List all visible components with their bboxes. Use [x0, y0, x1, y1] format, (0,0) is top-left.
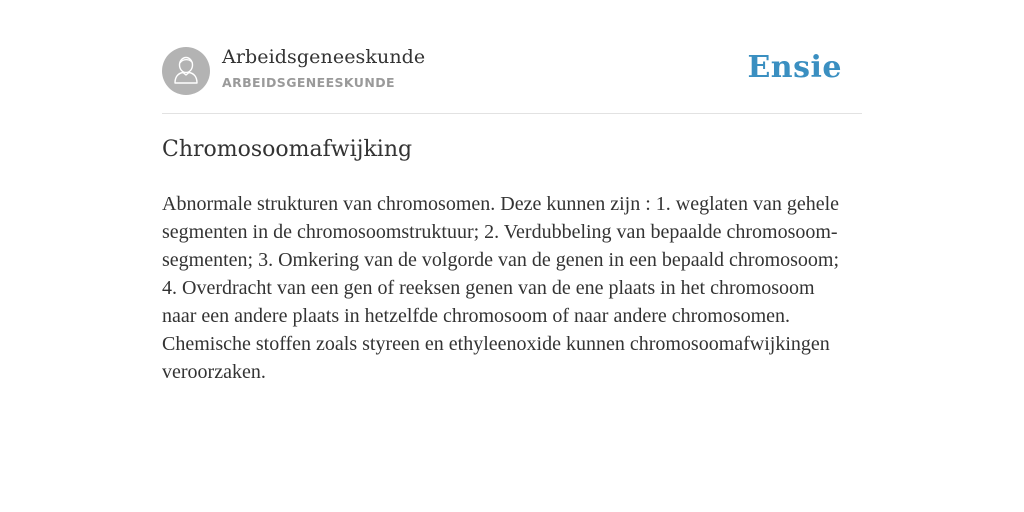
article-body: Abnormale strukturen van chromosomen. Deze kunnen zijn : 1. weglaten van gehele segmenten in de chromosoomstruktuur; 2. Verdubbeling van bepaalde chromosoom-segmenten; 3. Omkering van de volgorde van de genen in een bepaald chromosoom; 4. Overdracht van een gen of reeksen genen van de ene plaats in het chromosoom naar een andere plaats in hetzelfde chromosoom of naar andere chromosomen. Chemische stoffen zoals styreen en ethyleenoxide kunnen chromosoomafwijkingen veroorzaken. — [162, 193, 840, 383]
header — [162, 46, 862, 96]
author-name[interactable]: Arbeidsgeneeskunde — [222, 46, 426, 68]
avatar[interactable] — [162, 47, 210, 95]
user-icon — [172, 54, 200, 89]
author-category[interactable]: ARBEIDSGENEESKUNDE — [222, 75, 395, 90]
article-title: Chromosoomafwijking — [162, 137, 413, 162]
brand-logo[interactable]: Ensie — [747, 50, 842, 85]
header-divider — [162, 113, 862, 114]
